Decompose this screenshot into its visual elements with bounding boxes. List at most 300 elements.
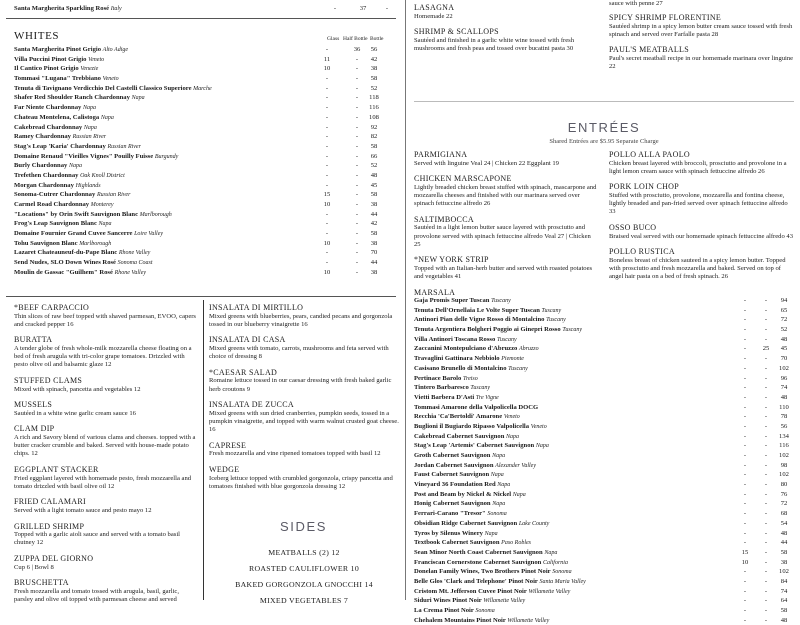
wine-region: Napa [492, 501, 506, 508]
wine-region: Napa [512, 491, 526, 498]
salad-item [209, 303, 399, 329]
wine-row [414, 412, 794, 422]
wine-row [14, 74, 394, 84]
wine-row [14, 258, 394, 268]
pasta-note: sauce with penne 27 [609, 0, 663, 7]
wine-glass-price: - [743, 403, 747, 411]
wine-half-price: - [764, 384, 768, 392]
wine-row [414, 451, 794, 461]
wine-name: Vineyard 36 Foundation Red [414, 481, 496, 489]
starter-item [14, 376, 198, 394]
salad-item-desc: Romaine lettuce tossed in our caesar dressing with fresh baked garlic herb croutons 9 [209, 377, 392, 393]
wine-glass-price: 10 [323, 239, 331, 247]
wine-glass-price: - [325, 210, 329, 218]
wine-name: Chehalem Mountains Pinot Noir [414, 616, 506, 624]
starter-item-desc: Sautéed in a white wine garlic cream sauce 16 [14, 409, 136, 417]
wine-half-price: - [764, 529, 768, 537]
wine-bottle-price: 38 [370, 65, 378, 73]
side-item: BAKED GORGONZOLA GNOCCHI 14 [235, 580, 373, 589]
starter-item-desc: A tender globe of fresh whole-milk mozzarella cheese floating on a bed of fresh arugula with tri-color grape tomatoes. Drizzled with pesto olive oil and balsamic glaze 12 [14, 344, 192, 369]
wine-name: Faust Cabernet Sauvignon [414, 471, 490, 479]
wine-bottle-price: 82 [370, 133, 378, 141]
wine-glass-price: - [743, 587, 747, 595]
starter-item [14, 578, 198, 604]
wine-region: Willamette Valley [528, 588, 571, 595]
wine-bottle-price: 58 [370, 191, 378, 199]
wine-region: Tuscany [491, 298, 511, 304]
salad-item-desc: Mixed greens with blueberries, pears, candied pecans and gorgonzola tossed in our blueberry vinaigrette 16 [209, 312, 393, 328]
wine-glass-price: - [743, 384, 747, 392]
entree-item-desc: Served with linguine Veal 24 | Chicken 22 Eggplant 19 [414, 159, 559, 167]
wine-region: Santa Maria Valley [539, 578, 586, 585]
wine-bottle-price: 78 [780, 413, 788, 421]
entree-item-title: POLLO RUSTICA [609, 247, 675, 257]
wine-bottle-price: 52 [370, 162, 378, 170]
wine-bottle-price: 48 [780, 529, 788, 537]
wine-name: Trefethen Chardonnay [14, 171, 79, 179]
wine-glass-price: - [743, 490, 747, 498]
wine-bottle-price: 118 [369, 94, 379, 102]
sparkling-rose-row [14, 4, 394, 14]
salad-item-title: *CAESAR SALAD [209, 367, 278, 377]
wine-glass-price: - [325, 94, 329, 102]
wine-name: Cristom Mt. Jefferson Cuvee Pinot Noir [414, 587, 527, 595]
wine-bottle-price: 96 [780, 374, 788, 382]
entree-item-desc: Stuffed with prosciutto, provolone, mozzarella and fontina cheese, lightly breaded and pan-fried served over spinach fettuccine alfredo 33 [609, 191, 788, 216]
entree-item [414, 174, 599, 208]
wine-half-price: - [355, 152, 359, 160]
wine-half-price: - [764, 403, 768, 411]
wine-half-price: - [764, 306, 768, 314]
wine-half-price: - [764, 577, 768, 585]
wine-bottle-price: 44 [370, 259, 378, 267]
wine-bottle-price: 70 [370, 249, 378, 257]
wine-half-price: - [355, 75, 359, 83]
pasta-item [609, 13, 794, 39]
sides-title: SIDES [280, 519, 328, 534]
wine-half-price: - [355, 171, 359, 179]
salad-item [209, 441, 399, 459]
whites-bottom-rule [6, 296, 396, 297]
wine-glass-price: - [743, 529, 747, 537]
wine-region: Veneto [503, 414, 520, 421]
wine-glass-price: - [743, 500, 747, 508]
wine-region: Marche [193, 85, 212, 92]
wine-glass-price: - [743, 326, 747, 334]
wine-name: Villa Puccini Pinot Grigio [14, 55, 87, 63]
wine-row [14, 190, 394, 200]
entree-item-desc: Braised veal served with our homemade spinach fettuccine alfredo 43 [609, 232, 794, 240]
wine-glass-price: - [743, 422, 747, 430]
wine-glass-price: - [325, 162, 329, 170]
wine-row [414, 470, 794, 480]
salads-column [209, 303, 399, 497]
wine-name: Far Niente Chardonnay [14, 104, 82, 112]
wine-glass-price: - [743, 539, 747, 547]
wine-name: Frog's Leap Sauvignon Blanc [14, 220, 97, 228]
wine-bottle-price: 94 [780, 297, 788, 304]
wine-glass-price: - [743, 519, 747, 527]
wine-half-price: - [764, 558, 768, 566]
wine-region: Veneto [530, 423, 547, 430]
whites-wine-list [14, 45, 394, 278]
entree-item [414, 215, 599, 249]
wine-half-price: - [764, 374, 768, 382]
wine-name: Post and Beam by Nickel & Nickel [414, 490, 512, 498]
wine-bottle-price: 66 [370, 152, 378, 160]
wine-name: Tenuta Dell'Ornellaia Le Volte Super Tuscan [414, 306, 540, 314]
wine-bottle-price: 45 [370, 181, 378, 189]
pasta-right-column [609, 13, 794, 78]
wine-region: Marlborough [79, 240, 112, 247]
entree-item [609, 150, 794, 176]
wine-row [14, 268, 394, 278]
wine-row [414, 306, 794, 316]
salad-item-desc: Mixed greens with sun dried cranberries, pumpkin seeds, tossed in a pumpkin vinaigrette, and topped with warm walnut crusted goat cheese. 16 [209, 409, 399, 434]
entree-item-title: MARSALA [414, 287, 456, 297]
wine-bottle-price: 65 [780, 306, 788, 314]
wine-bottle-price: 70 [780, 355, 788, 363]
wine-name: Villa Antinori Toscana Rosso [414, 335, 496, 343]
pasta-item-desc: Homemade 22 [414, 12, 453, 20]
wine-bottle-price: 110 [779, 403, 789, 411]
starter-item-title: BRUSCHETTA [14, 578, 69, 588]
wine-glass-price: - [325, 142, 329, 150]
wine-region: Lake County [518, 520, 550, 527]
wine-row [14, 248, 394, 258]
entree-item-desc: Chicken breast layered with broccoli, prosciutto and provolone in a light lemon cream sauce with spinach fettuccine alfredo 26 [609, 159, 787, 175]
wine-bottle-price: 56 [370, 46, 378, 53]
entree-item [609, 182, 794, 216]
wine-region: Burgundy [154, 153, 179, 160]
wine-region: Napa [68, 163, 82, 170]
pasta-item-title: LASAGNA [414, 3, 455, 12]
column-divider-starters [203, 300, 204, 600]
starter-item [14, 497, 198, 515]
wine-name: Obsidian Ridge Cabernet Sauvignon [414, 519, 518, 527]
wine-bottle-price: 45 [780, 345, 788, 353]
wine-half-price: - [355, 191, 359, 199]
wine-glass-price: - [743, 355, 747, 363]
wine-glass-price: 10 [323, 201, 331, 208]
wine-glass-price: - [325, 133, 329, 141]
wine-row [14, 200, 394, 210]
wine-glass-price: - [743, 442, 747, 450]
entrees-right-column [609, 150, 794, 288]
wine-region: Napa [82, 105, 96, 112]
wine-row [414, 393, 794, 403]
wine-glass-price: - [743, 413, 747, 421]
wine-row [14, 152, 394, 162]
wine-bottle-price: 38 [780, 558, 788, 566]
starter-item-title: ZUPPA DEL GIORNO [14, 554, 94, 564]
wine-row [14, 161, 394, 171]
wine-glass-price: - [325, 123, 329, 131]
wine-region: Napa [484, 530, 498, 537]
wine-region: Abruzzo [518, 346, 539, 353]
wine-half-price: - [764, 442, 768, 450]
wine-glass-price: 10 [741, 558, 749, 566]
starter-item-desc: Mixed with spinach, pancetta and vegetables 12 [14, 385, 141, 393]
entree-item-title: PARMIGIANA [414, 150, 468, 159]
wine-name: Gaja Promis Super Tuscan [414, 297, 490, 304]
wine-region: Italy [110, 6, 122, 12]
wine-half-price: - [764, 355, 768, 363]
wine-row [414, 548, 794, 558]
wine-glass-price: - [743, 452, 747, 459]
reds-wine-list [414, 296, 794, 625]
wine-row [414, 529, 794, 539]
wine-region: Tuscany [496, 336, 517, 343]
wine-glass-price: - [743, 335, 747, 343]
wine-half-price: - [764, 597, 768, 605]
wine-row [14, 219, 394, 229]
wine-region: Willamette Valley [507, 617, 550, 624]
wine-name: Sean Minor North Coast Cabernet Sauvignon [414, 548, 543, 556]
starter-item-title: MUSSELS [14, 400, 53, 410]
pasta-item-title: SPICY SHRIMP FLORENTINE [609, 13, 722, 22]
wine-glass-price: - [325, 75, 329, 83]
starter-item-desc: Cup 6 | Bowl 8 [14, 563, 54, 571]
wine-row [14, 142, 394, 152]
wine-row [414, 344, 794, 354]
wine-region: Napa [497, 482, 511, 489]
wine-row [414, 422, 794, 432]
wine-name: Travaglini Gattinara Nebbiolo [414, 355, 500, 363]
pasta-item-desc: Sautéed shrimp in a spicy lemon butter cream sauce tossed with fresh spinach and served over Farfalle pasta 28 [609, 22, 793, 38]
sides-list [209, 545, 399, 609]
wine-name: Donelan Family Wines, Two Brothers Pinot Noir [414, 568, 551, 576]
wine-name: Recchia 'Ca'Bertoldi' Amarone [414, 413, 503, 421]
pasta-item-title: PAUL'S MEATBALLS [609, 45, 689, 55]
wine-name: Tyros by Silenus Winery [414, 529, 483, 537]
entree-item [609, 223, 794, 241]
wine-glass-price: - [743, 393, 747, 401]
wine-name: Tenuta Argentiera Bolgheri Poggio ai Ginepri Rosso [414, 326, 561, 334]
wine-name: Franciscan Cornerstone Cabernet Sauvignon [414, 558, 542, 566]
entree-item-desc: Sautéed in a light lemon butter sauce layered with prosciutto and provolone served with spinach fettuccine alfredo Veal 27 | Chicken 25 [414, 224, 591, 248]
entree-item-title: *NEW YORK STRIP [414, 255, 489, 265]
salad-item [209, 368, 399, 394]
wine-name: Domaine Renaud "Vieilles Vignes" Pouilly Fuisse [14, 152, 154, 160]
wine-row [414, 432, 794, 442]
starter-item-desc: A rich and Savory blend of various clams and cheeses. topped with a butter cracker crumble and baked. Served with house-made potato chips. 12 [14, 433, 196, 458]
wine-region: Tuscany [546, 317, 566, 324]
top-section-rule [6, 18, 396, 19]
side-item: ROASTED CAULIFLOWER 10 [248, 564, 360, 573]
entree-item-title: PORK LOIN CHOP [609, 182, 679, 192]
salad-item-desc: Iceberg lettuce topped with crumbled gorgonzola, crispy pancetta and tomatoes finished with blue gorgonzola dressing 12 [209, 474, 393, 490]
wine-glass-price: - [325, 84, 329, 92]
wine-name: Chateau Montelena, Calistoga [14, 113, 100, 121]
wine-glass-price: - [743, 616, 747, 624]
wine-name: Pertinace Barolo [414, 374, 462, 382]
wine-half-price: - [764, 587, 768, 595]
wine-glass-price: - [325, 220, 329, 228]
wine-glass-price: - [325, 171, 329, 179]
wine-half-price: - [764, 432, 768, 440]
wine-half-price: - [764, 519, 768, 527]
wine-region: Napa [83, 124, 97, 131]
wine-glass-price: 10 [323, 65, 331, 73]
wine-half-price: - [355, 65, 359, 73]
wine-bottle-price: 84 [780, 577, 788, 585]
entree-item-desc: Boneless breast of chicken sauteed in a spicy lemon butter. Topped with prosciutto and fresh mozzarella and baked. Served on top of angel hair pasta on a bed of fresh spinach. 26 [609, 256, 786, 281]
entrees-subtitle: Shared Entrées are $5.95 Separate Charge [549, 138, 659, 145]
wine-row [414, 616, 794, 625]
wine-bottle-price: 48 [370, 171, 378, 179]
wine-half-price: - [764, 568, 768, 576]
wine-name: Vietti Barbera D'Asti [414, 393, 475, 401]
wine-name: La Crema Pinot Noir [414, 607, 474, 614]
wine-half-price: - [355, 181, 359, 189]
wine-name: Groth Cabernet Sauvignon [414, 452, 491, 459]
wine-half-price: - [764, 510, 768, 518]
wine-region: Rhone Valley [114, 269, 147, 276]
wine-glass-price: - [325, 113, 329, 121]
wine-row [414, 325, 794, 335]
wine-bottle-price: 80 [780, 481, 788, 489]
entree-item-desc: Topped with an Italian-herb butter and served with roasted potatoes and vegetables 41 [414, 264, 593, 281]
salad-item [209, 400, 399, 434]
starter-item-title: FRIED CALAMARI [14, 497, 86, 507]
wine-row [14, 93, 394, 103]
wine-name: Zaccanini Montepulciano d'Abruzzo [414, 345, 518, 353]
wine-region: Willamette Valley [483, 598, 526, 605]
wine-glass-price: 15 [323, 191, 331, 199]
wine-region: Highlands [75, 182, 101, 189]
wine-bottle-price: 102 [779, 364, 789, 372]
wine-name: Carmel Road Chardonnay [14, 201, 90, 208]
whites-header-half: Half Bottle [343, 36, 368, 42]
wine-name: Casisano Brunello di Montalcino [414, 364, 507, 372]
wine-bottle-price: 52 [370, 84, 378, 92]
wine-glass-price: - [325, 230, 329, 238]
wine-glass-price: 10 [323, 268, 331, 276]
starter-item-title: *BEEF CARPACCIO [14, 303, 90, 312]
wine-region: Russian River [96, 192, 131, 199]
side-item: MIXED VEGETABLES 7 [259, 596, 349, 605]
wine-bottle-price: 76 [780, 490, 788, 498]
wine-row [414, 374, 794, 384]
wine-row [414, 587, 794, 597]
wine-glass-price: - [325, 259, 329, 267]
wine-half-price: 25 [762, 345, 770, 353]
wine-half-price: - [355, 259, 359, 267]
wine-extra-price: - [385, 5, 389, 12]
wine-bottle-price: 48 [780, 335, 788, 343]
entree-item-title: POLLO ALLA PAOLO [609, 150, 690, 159]
wine-row [414, 480, 794, 490]
wine-name: Cakebread Cabernet Sauvignon [414, 432, 505, 440]
wine-row [414, 577, 794, 587]
wine-half-price: - [764, 297, 768, 304]
wine-region: Tuscany [508, 365, 528, 372]
wine-half-price: - [355, 268, 359, 276]
entree-item [414, 255, 599, 281]
entree-item-title: SALTIMBOCCA [414, 214, 474, 224]
starters-column [14, 303, 198, 611]
wine-row [14, 239, 394, 249]
wine-half-price: - [355, 142, 359, 150]
wine-bottle-price: 72 [780, 316, 788, 324]
wine-name: Buglioni il Bugiardo Ripasso Valpolicella [414, 422, 530, 430]
wine-half-price: - [355, 210, 359, 218]
wine-name: Stag's Leap 'Karia' Chardonnay [14, 142, 106, 150]
wine-glass-price: - [743, 607, 747, 614]
wine-region: Napa [490, 472, 504, 479]
wine-half-price: - [355, 55, 359, 63]
wine-half-price: - [355, 133, 359, 141]
wine-row [414, 490, 794, 500]
wine-row [414, 558, 794, 568]
wine-name: Tintero Barbaresco [414, 384, 469, 392]
wine-half-price: - [764, 471, 768, 479]
entree-item-desc: Lightly breaded chicken breast stuffed with spinach, mascarpone and mozzarella cheeses and finished with our marinara served over spinach fettuccine alfredo 26 [414, 183, 597, 208]
wine-name: Ferrari-Carano "Tresor" [414, 510, 486, 518]
wine-row [14, 123, 394, 133]
wine-half-price: - [764, 500, 768, 508]
wine-name: Textbook Cabernet Sauvignon [414, 539, 500, 547]
starter-item-desc: Fried eggplant layered with homemade pesto, fresh mozzarella and tomato drizzled with basil olive oil 12 [14, 474, 192, 490]
wine-bottle-price: 37 [359, 5, 367, 12]
wine-bottle-price: 68 [780, 510, 788, 518]
wine-half-price: - [355, 220, 359, 228]
wine-row [414, 296, 794, 306]
wine-half-price: - [764, 452, 768, 459]
starter-item-desc: Thin slices of raw beef topped with shaved parmesan, EVOO, capers and cracked pepper 16 [14, 312, 197, 328]
wine-half-price: - [333, 5, 337, 12]
wine-row [414, 567, 794, 577]
wine-region: Tre Vigne [475, 394, 499, 401]
wine-row [414, 403, 794, 413]
wine-half-price: - [764, 548, 768, 556]
wine-half-price: - [355, 249, 359, 257]
wine-name: Santa Margherita Pinot Grigio [14, 46, 101, 53]
whites-header-glass: Glass [327, 36, 340, 42]
wine-half-price: - [355, 94, 359, 102]
wine-half-price: - [764, 481, 768, 489]
wine-half-price: - [355, 239, 359, 247]
wine-row [414, 499, 794, 509]
wine-half-price: - [355, 113, 359, 121]
wine-bottle-price: 38 [370, 239, 378, 247]
wine-row [414, 315, 794, 325]
wine-region: Treiso [462, 375, 478, 382]
wine-name: Tohu Sauvignon Blanc [14, 239, 78, 247]
wine-row [14, 45, 394, 55]
starter-item-desc: Fresh mozzarella and tomato tossed with arugula, basil, garlic, parsley and olive oil topped with parmesan cheese and served [14, 587, 179, 603]
salad-item-title: INSALATA DI MIRTILLO [209, 303, 304, 312]
pasta-entree-divider [414, 101, 794, 102]
pasta-item [414, 27, 599, 53]
wine-region: Venezie [80, 66, 99, 73]
wine-glass-price: - [743, 374, 747, 382]
wine-region: Napa [492, 453, 506, 459]
wine-row [414, 364, 794, 374]
wine-region: Russian River [72, 134, 107, 141]
wine-row [414, 606, 794, 616]
wine-half-price: - [764, 413, 768, 421]
salad-item [209, 465, 399, 491]
wine-row [14, 181, 394, 191]
wine-region: Sonoma [487, 511, 507, 518]
wine-bottle-price: 74 [780, 384, 788, 392]
wine-region: Napa [131, 95, 145, 102]
salad-item-title: WEDGE [209, 465, 240, 475]
wine-name: Burly Chardonnay [14, 162, 68, 170]
wine-region: Piemonte [501, 356, 524, 363]
